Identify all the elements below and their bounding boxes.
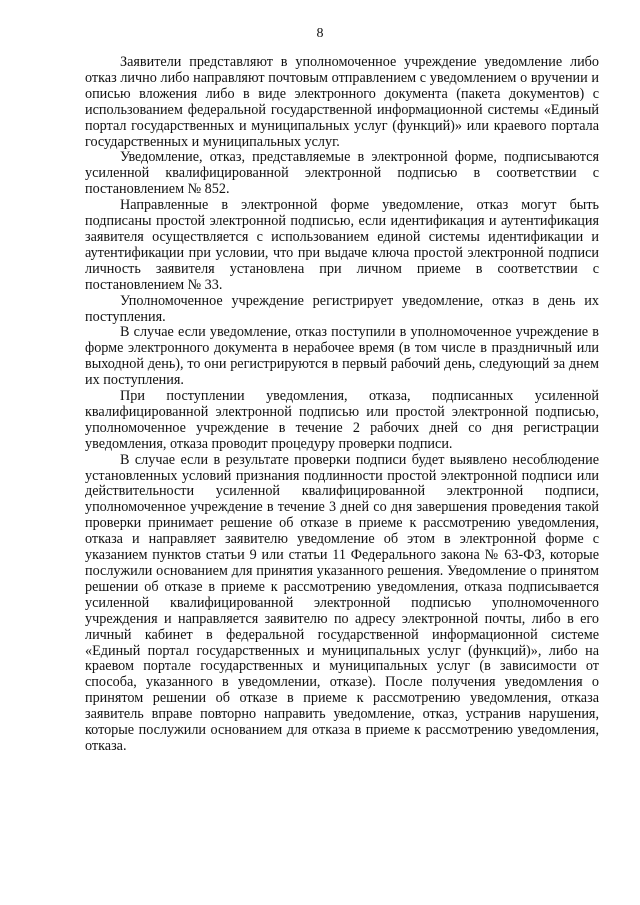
paragraph-qualified-signature: Уведомление, отказ, представляемые в электронной форме, подписываются усиленной квалифицированной электронной подписью в соответствии с постановлением № 852. xyxy=(85,149,599,198)
paragraph-submission-methods: Заявители представляют в уполномоченное учреждение уведомление либо отказ лично либо направляют почтовым отправлением с уведомлением о вручении и описью вложения либо в виде электронного документа (пакета документов) с использованием федеральной государственной информационной системы «Единый портал государственных и муниципальных услуг (функций)» или краевого портала государственных и муниципальных услуг. xyxy=(85,54,599,150)
paragraph-signature-check: При поступлении уведомления, отказа, подписанных усиленной квалифицированной электронной подписью или простой электронной подписью, уполномоченное учреждение в течение 2 рабочих дней со дня регистрации уведомления, отказа проводит процедуру проверки подписи. xyxy=(85,388,599,452)
paragraph-refusal-decision: В случае если в результате проверки подписи будет выявлено несоблюдение установленных условий признания подлинности простой электронной подписи или действительности усиленной квалифицированной электронной подписи, уполномоченное учреждение в течение 3 дней со дня завершения проведения такой проверки принимает решение об отказе в приеме к рассмотрению уведомления, отказа и направляет заявителю уведомление об этом в электронной форме с указанием пунктов статьи 9 или статьи 11 Федерального закона № 63-ФЗ, которые послужили основанием для принятия указанного решения. Уведомление о принятом решении об отказе в приеме к рассмотрению уведомления, отказа подписывается усиленной квалифицированной электронной подписью уполномоченного учреждения и направляется заявителю по адресу электронной почты, либо в его личный кабинет в федеральной государственной информационной системе «Единый портал государственных и муниципальных услуг (функций)», либо на краевом портале государственных и муниципальных услуг (в зависимости от способа, указанного в уведомлении, отказе). После получения уведомления о принятом решении об отказе в приеме к рассмотрению уведомления, отказа заявитель вправе повторно направить уведомление, отказ, устранив нарушения, которые послужили основанием для отказа в приеме к рассмотрению уведомления, отказа. xyxy=(85,451,599,754)
document-body xyxy=(85,55,599,755)
paragraph-simple-signature: Направленные в электронной форме уведомление, отказ могут быть подписаны простой электронной подписью, если идентификация и аутентификация заявителя осуществляется с использованием единой системы идентификации и аутентификации при условии, что при выдаче ключа простой электронной подписи личность заявителя установлена при личном приеме в соответствии с постановлением № 33. xyxy=(85,197,599,293)
paragraph-non-working-time: В случае если уведомление, отказ поступили в уполномоченное учреждение в форме электронного документа в нерабочее время (в том числе в праздничный или выходной день), то они регистрируются в первый рабочий день, следующий за днем их поступления. xyxy=(85,324,599,389)
paragraph-registration: Уполномоченное учреждение регистрирует уведомление, отказ в день их поступления. xyxy=(85,292,599,325)
page-number: 8 xyxy=(316,26,324,41)
